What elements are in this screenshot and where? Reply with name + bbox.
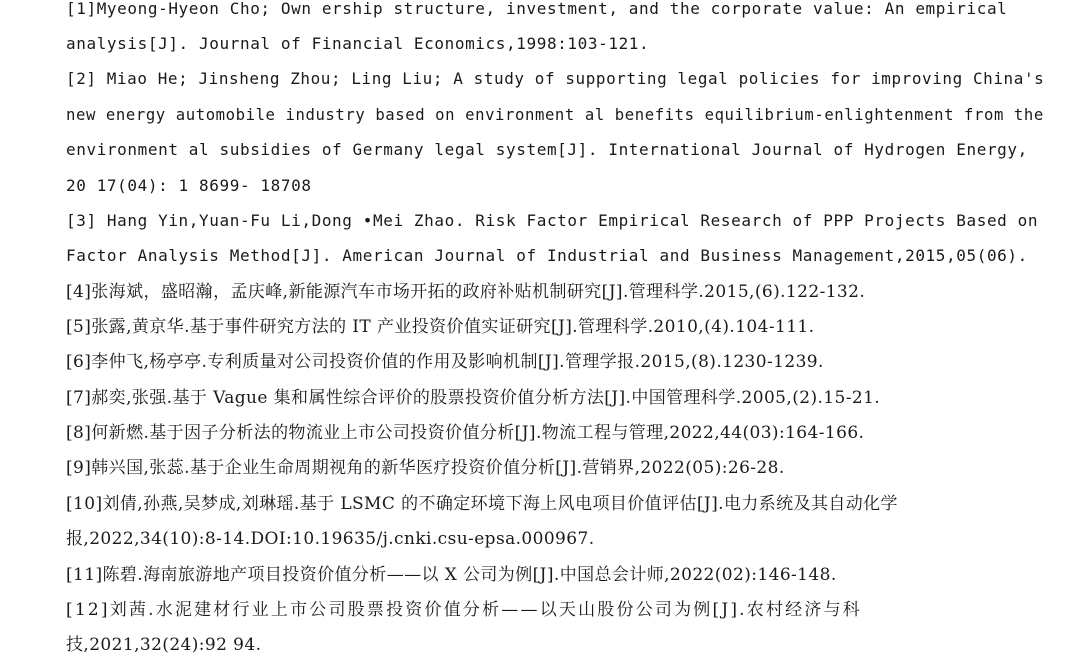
reference-line-18: [12]刘茜.水泥建材行业上市公司股票投资价值分析——以天山股份公司为例[J].农村经济与科 (66, 600, 862, 620)
reference-line-16: 报,2022,34(10):8-14.DOI:10.19635/j.cnki.csu-epsa.000967. (66, 529, 595, 549)
reference-line-12: [7]郝奕,张强.基于 Vague 集和属性综合评价的股票投资价值分析方法[J].中国管理科学.2005,(2).15-21. (66, 388, 881, 408)
reference-line-11: [6]李仲飞,杨亭亭.专利质量对公司投资价值的作用及影响机制[J].管理学报.2015,(8).1230-1239. (66, 352, 824, 372)
reference-line-2: analysis[J]. Journal of Financial Economics,1998:103-121. (66, 34, 650, 53)
reference-line-1: [1]Myeong-Hyeon Cho; Own ership structure, investment, and the corporate value: An empirical (66, 0, 1008, 18)
reference-line-8: Factor Analysis Method[J]. American Journal of Industrial and Business Management,2015,05(06). (66, 246, 1028, 265)
reference-line-10: [5]张露,黄京华.基于事件研究方法的 IT 产业投资价值实证研究[J].管理科学.2010,(4).104-111. (66, 317, 815, 337)
reference-line-19: 技,2021,32(24):92 94. (66, 635, 262, 655)
reference-line-13: [8]何新燃.基于因子分析法的物流业上市公司投资价值分析[J].物流工程与管理,2022,44(03):164-166. (66, 423, 865, 443)
reference-line-15: [10]刘倩,孙燕,吴梦成,刘琳瑶.基于 LSMC 的不确定环境下海上风电项目价值评估[J].电力系统及其自动化学 (66, 494, 898, 514)
reference-line-3: [2] Miao He; Jinsheng Zhou; Ling Liu; A study of supporting legal policies for improving China's (66, 69, 1045, 88)
reference-line-6: 20 17(04): 1 8699- 18708 (66, 176, 312, 195)
reference-line-17: [11]陈碧.海南旅游地产项目投资价值分析——以 X 公司为例[J].中国总会计师,2022(02):146-148. (66, 565, 837, 585)
reference-line-7: [3] Hang Yin,Yuan-Fu Li,Dong •Mei Zhao. Risk Factor Empirical Research of PPP Projects Based on (66, 211, 1039, 230)
reference-line-4: new energy automobile industry based on environment al benefits equilibrium-enlightenment from the (66, 105, 1044, 124)
reference-line-14: [9]韩兴国,张蕊.基于企业生命周期视角的新华医疗投资价值分析[J].营销界,2022(05):26-28. (66, 458, 785, 478)
reference-line-5: environment al subsidies of Germany legal system[J]. International Journal of Hydrogen Energy, (66, 140, 1028, 159)
reference-line-9: [4]张海斌，盛昭瀚，孟庆峰,新能源汽车市场开拓的政府补贴机制研究[J].管理科学.2015,(6).122-132. (66, 282, 866, 302)
